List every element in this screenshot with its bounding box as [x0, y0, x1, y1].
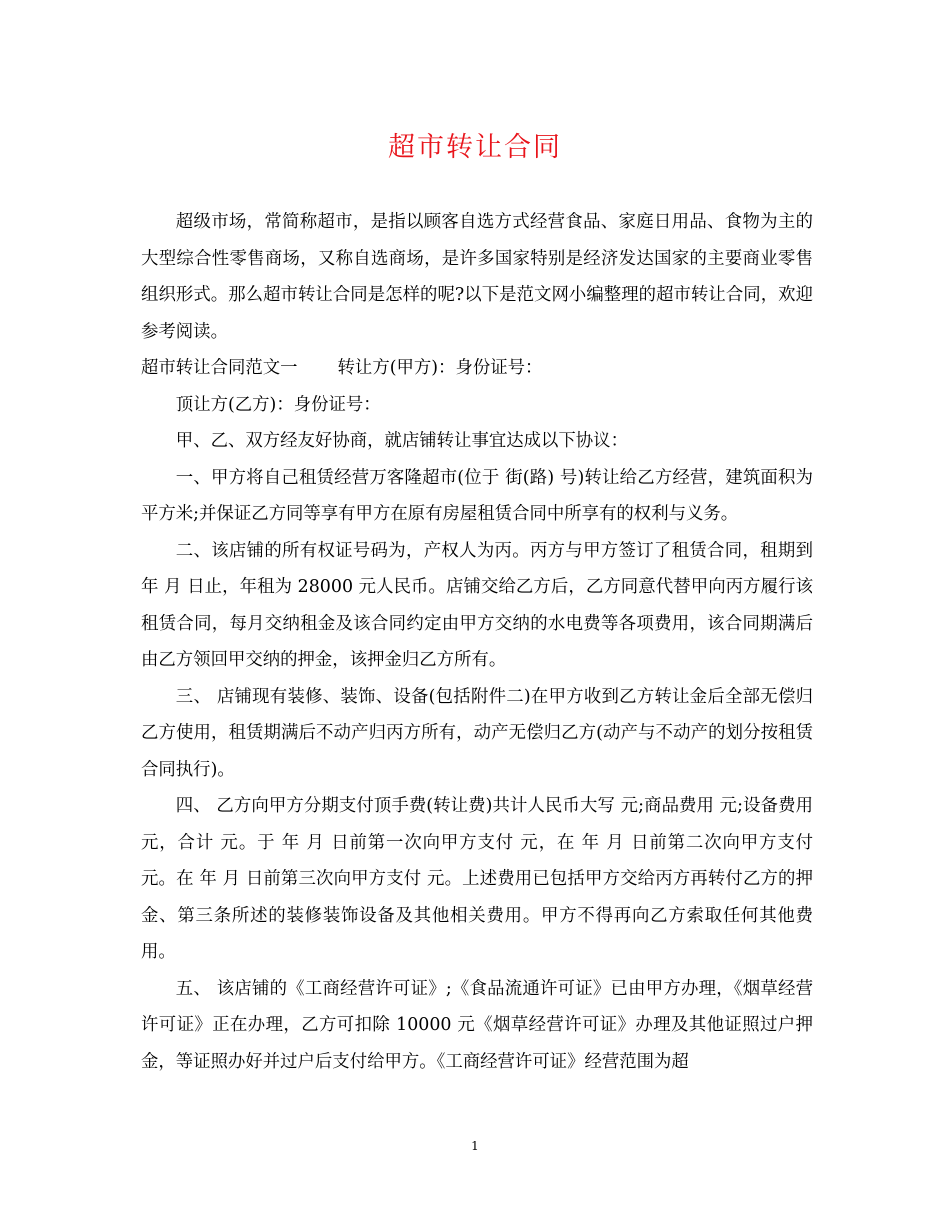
clause-paragraph: 五、 该店铺的《工商经营许可证》;《食品流通许可证》已由甲方办理，《烟草经营许可证》正在办理，乙方可扣除 10000 元《烟草经营许可证》办理及其他证照过户押金，等证照办好并过户后支付给甲方。《工商经营许可证》经营范围为超 — [141, 978, 813, 1072]
agreement-line: 甲、乙、双方经友好协商，就店铺转让事宜达成以下协议： — [175, 431, 628, 451]
clause-paragraph: 一、甲方将自己租赁经营万客隆超市(位于 街(路) 号)转让给乙方经营，建筑面积为 平方米;并保证乙方同等享有甲方在原有房屋租赁合同中所享有的权利与义务。 — [141, 467, 813, 524]
clause-paragraph: 三、 店铺现有装修、装饰、设备(包括附件二)在甲方收到乙方转让金后全部无偿归乙方使用，租赁期满后不动产归丙方所有，动产无偿归乙方(动产与不动产的划分按租赁合同执行)。 — [141, 686, 813, 780]
clause-paragraph: 四、 乙方向甲方分期支付顶手费(转让费)共计人民币大写 元;商品费用 元;设备费用 元，合计 元。于 年 月 日前第一次向甲方支付 元，在 年 月 日前第二次向甲方支付 元。在 年 月 日前第三次向甲方支付 元。上述费用已包括甲方交给丙方再转付乙方的押金、第三条所述的装修装饰设备及其他相关费用。甲方不得再向乙方索取任何其他费用。 — [141, 796, 813, 962]
page-number: 1 — [471, 1139, 479, 1153]
section-heading: 超市转让合同范文一 — [141, 358, 298, 378]
document-body — [141, 204, 813, 1080]
document-title: 超市转让合同 — [388, 132, 562, 163]
intro-paragraph: 超级市场，常简称超市，是指以顾客自选方式经营食品、家庭日用品、食物为主的大型综合性零售商场，又称自选商场，是许多国家特别是经济发达国家的主要商业零售组织形式。那么超市转让合同是怎样的呢?以下是范文网小编整理的超市转让合同，欢迎参考阅读。 — [141, 212, 813, 342]
transferee-line: 顶让方(乙方)：身份证号： — [175, 394, 381, 415]
transferor-line: 转让方(甲方)：身份证号： — [337, 358, 543, 378]
section-heading-line — [141, 350, 813, 387]
clause-paragraph: 二、该店铺的所有权证号码为，产权人为丙。丙方与甲方签订了租赁合同，租期到 年 月 日止，年租为 28000 元人民币。店铺交给乙方后，乙方同意代替甲向丙方履行该租赁合同，每月交纳租金及该合同约定由甲方交纳的水电费等各项费用，该合同期满后由乙方领回甲交纳的押金，该押金归乙方所有。 — [141, 540, 813, 670]
